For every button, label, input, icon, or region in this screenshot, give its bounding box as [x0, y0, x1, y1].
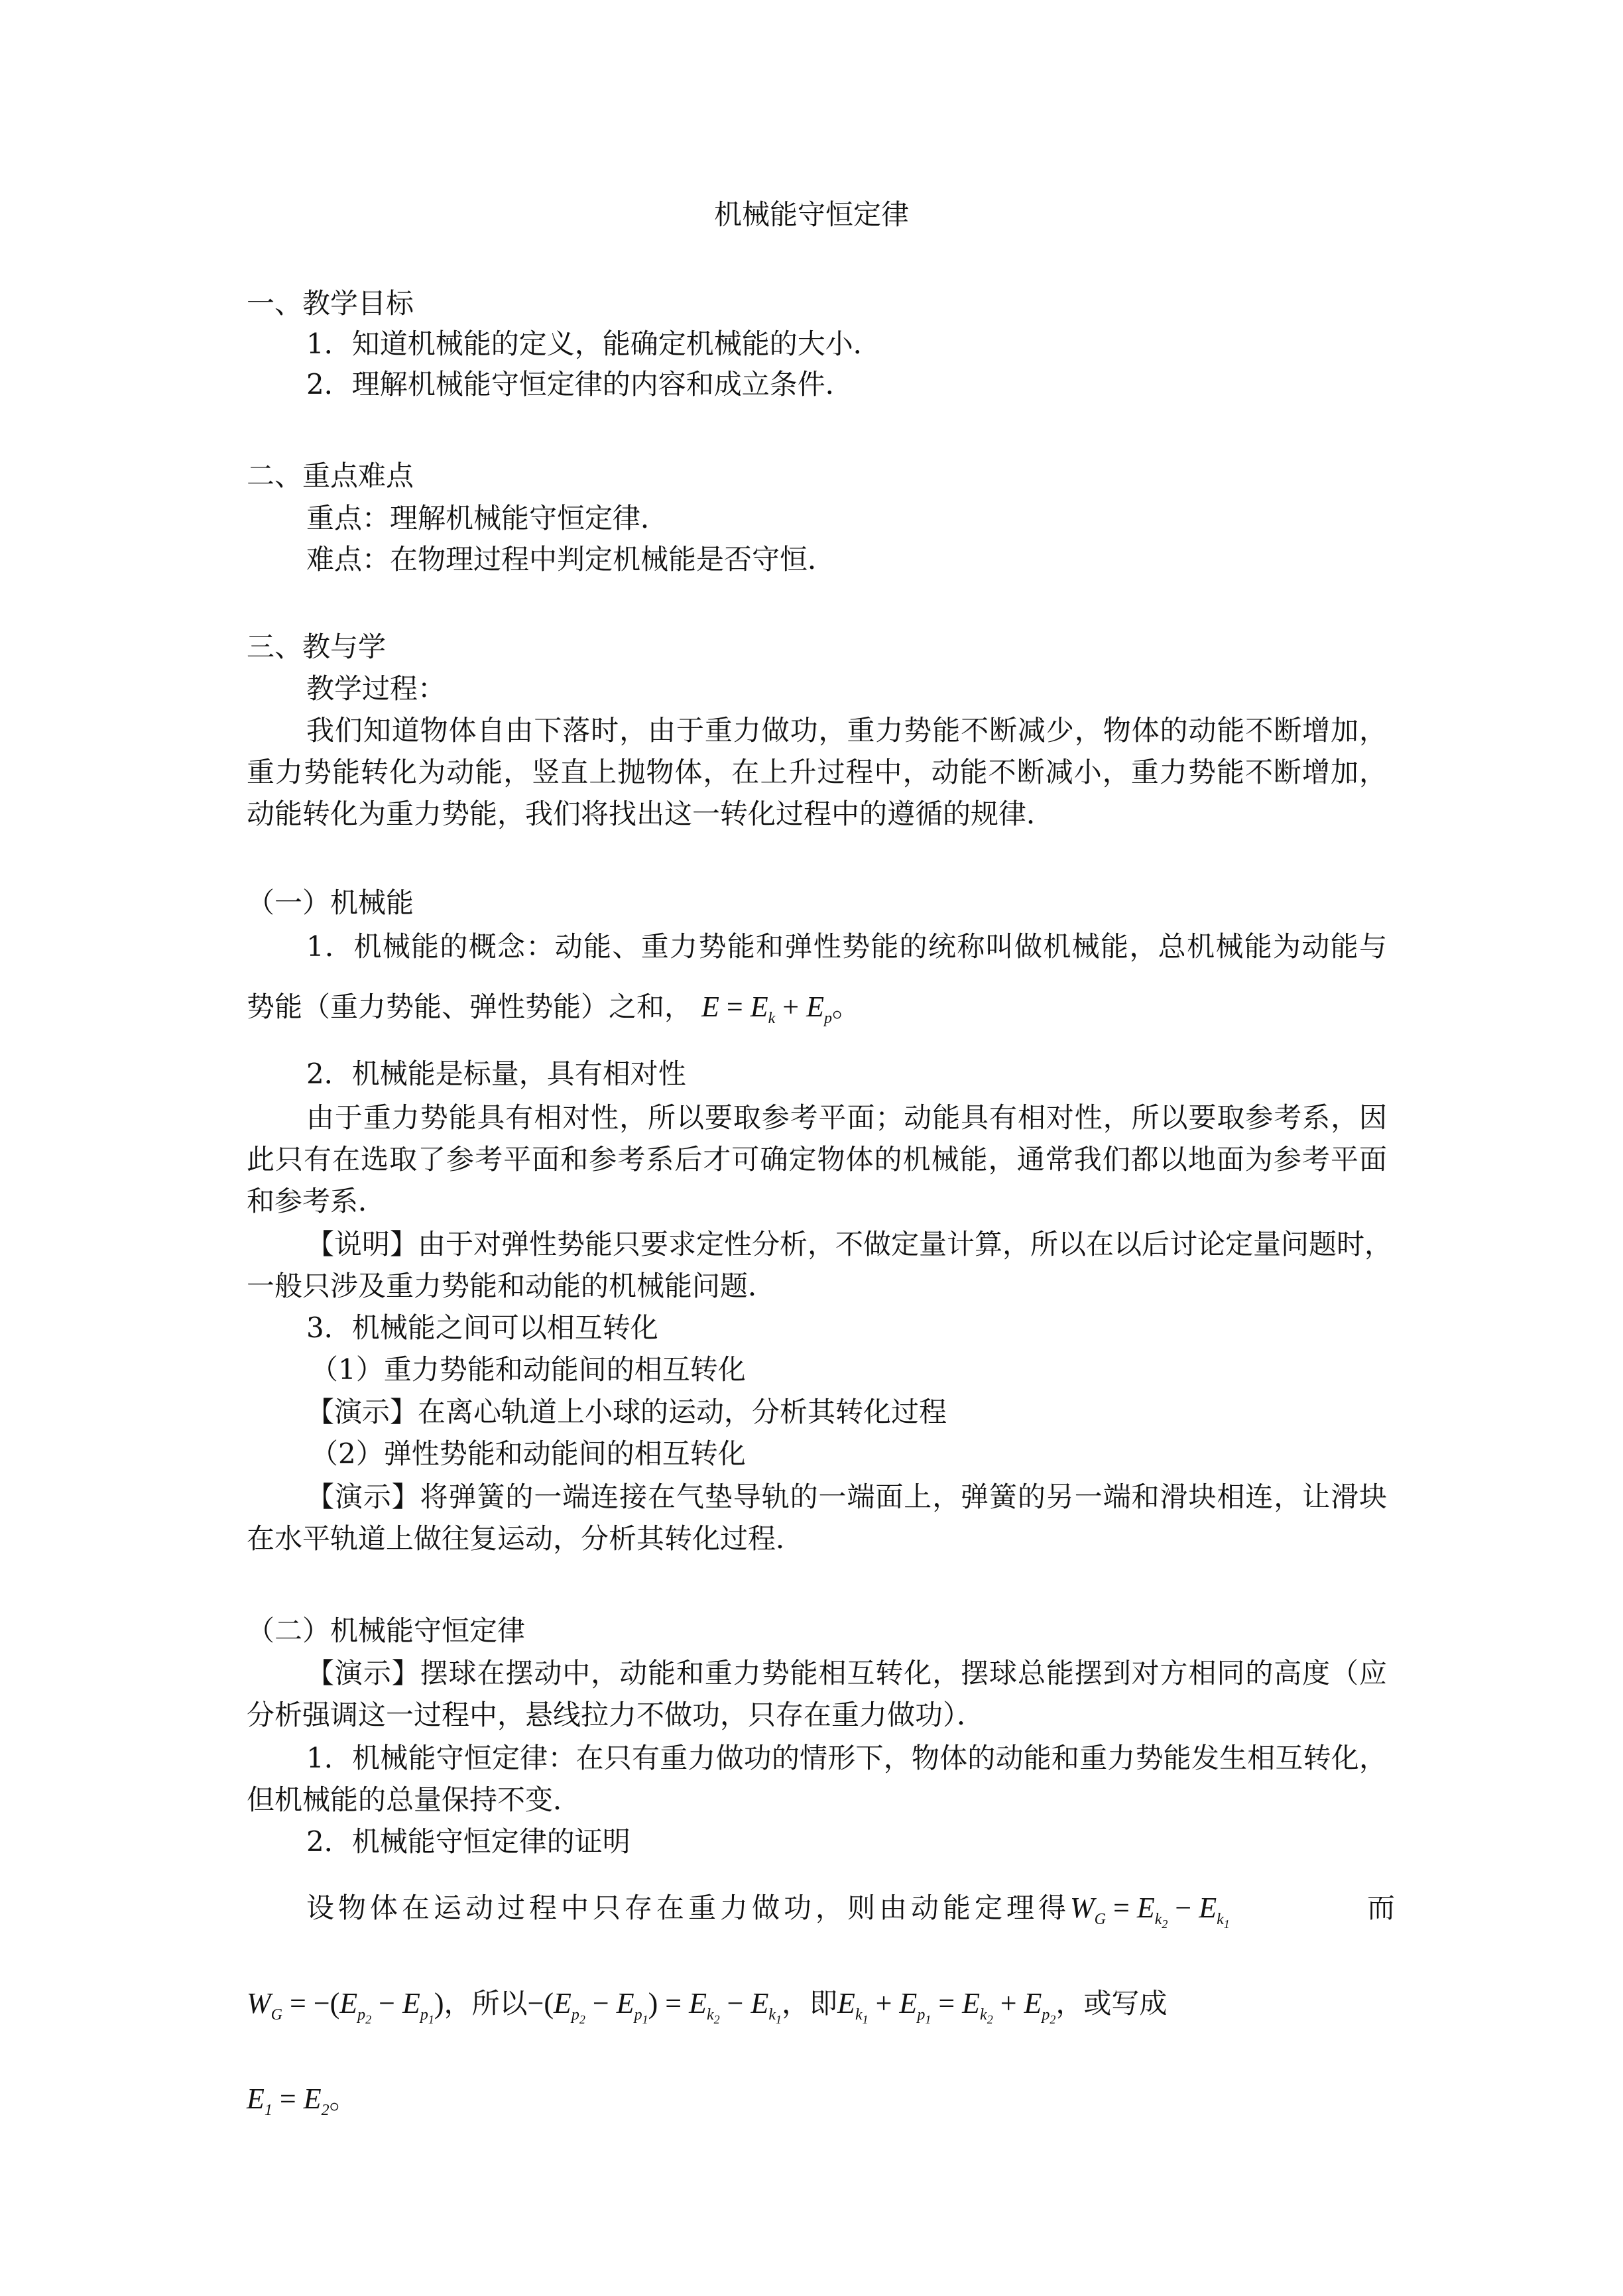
objective-item-2: 2．理解机械能守恒定律的内容和成立条件． [306, 368, 853, 400]
proof-text-1: 设物体在运动过程中只存在重力做功，则由动能定理得 [306, 1892, 1071, 1924]
proof-heading: 2．机械能守恒定律的证明 [306, 1825, 631, 1858]
intro-line-2: 重力势能转化为动能，竖直上抛物体，在上升过程中，动能不断减小，重力势能不断增加， [247, 756, 1387, 788]
demo-pendulum-line-1: 【演示】摆球在摆动中，动能和重力势能相互转化，摆球总能摆到对方相同的高度（应 [306, 1657, 1387, 1689]
concept-line-2 [247, 986, 860, 1028]
relativity-line-3: 和参考系． [247, 1185, 387, 1217]
proof-text-or-write: ，或写成 [1055, 1987, 1168, 2020]
note-line-1: 【说明】由于对弹性势能只要求定性分析，不做定量计算，所以在以后讨论定量问题时， [306, 1228, 1393, 1260]
demo-centrifugal-track: 【演示】在离心轨道上小球的运动，分析其转化过程 [306, 1396, 947, 1428]
proof-line-2 [247, 1982, 1167, 2025]
formula-work-equals-neg-delta-ep: $W_G = -(E_{p_2} - E_{p_1})$ [247, 1987, 444, 2026]
convert-heading: 3．机械能之间可以相互转化 [306, 1311, 658, 1344]
demo-pendulum-line-2: 分析强调这一过程中，悬线拉力不做功，只存在重力做功）． [247, 1699, 985, 1731]
subheading-gravity-kinetic: （1）重力势能和动能间的相互转化 [310, 1353, 746, 1386]
part-heading-conservation-law: （二）机械能守恒定律 [247, 1614, 526, 1647]
law-statement-line-2: 但机械能的总量保持不变． [247, 1783, 581, 1816]
section-heading-key-points: 二、重点难点 [247, 459, 414, 492]
intro-line-3: 动能转化为重力势能，我们将找出这一转化过程中的遵循的规律． [247, 798, 1055, 830]
section-heading-objectives: 一、教学目标 [247, 287, 414, 320]
section-heading-teaching: 三、教与学 [247, 631, 387, 663]
teaching-process-label: 教学过程： [306, 672, 446, 705]
part-heading-mechanical-energy: （一）机械能 [247, 886, 414, 919]
page-title: 机械能守恒定律 [713, 198, 909, 231]
proof-end: 。 [329, 2083, 357, 2115]
demo-spring-line-2: 在水平轨道上做往复运动，分析其转化过程． [247, 1522, 804, 1555]
formula-neg-delta-ep-equals-delta-ek: $-(E_{p_2} - E_{p_1}) = E_{k_2} - E_{k_1}$ [527, 1987, 782, 2026]
formula-work-equals-delta-ek: $W_G = E_{k_2} - E_{k_1}$ [1070, 1892, 1230, 1931]
difficult-point: 难点：在物理过程中判定机械能是否守恒． [306, 543, 836, 575]
concept-text: 势能（重力势能、弹性势能）之和， [247, 991, 693, 1023]
formula-energy-sum-equal: $E_{k_1} + E_{p_1} = E_{k_2} + E_{p_2}$ [837, 1987, 1056, 2026]
demo-spring-line-1: 【演示】将弹簧的一端连接在气垫导轨的一端面上，弹簧的另一端和滑块相连，让滑块 [306, 1480, 1387, 1513]
proof-line-1 [306, 1887, 1230, 1929]
subheading-elastic-kinetic: （2）弹性势能和动能间的相互转化 [310, 1437, 746, 1470]
concept-end: 。 [832, 991, 861, 1023]
scalar-heading: 2．机械能是标量，具有相对性 [306, 1057, 686, 1090]
proof-word-and: 而 [1367, 1892, 1396, 1924]
proof-text-so: ，所以 [444, 1987, 528, 2020]
law-statement-line-1: 1．机械能守恒定律：在只有重力做功的情形下，物体的动能和重力势能发生相互转化， [306, 1742, 1387, 1774]
relativity-line-2: 此只有在选取了参考平面和参考系后才可确定物体的机械能，通常我们都以地面为参考平面 [247, 1143, 1387, 1176]
relativity-line-1: 由于重力势能具有相对性，所以要取参考平面；动能具有相对性，所以要取参考系，因 [306, 1101, 1387, 1134]
note-line-2: 一般只涉及重力势能和动能的机械能问题． [247, 1270, 776, 1302]
objective-item-1: 1．知道机械能的定义，能确定机械能的大小． [306, 328, 881, 360]
proof-line-3 [247, 2078, 357, 2120]
formula-e1-equals-e2: $E_1 = E_2$ [247, 2083, 330, 2119]
proof-text-ie: ，即 [782, 1987, 838, 2020]
formula-total-energy: $E = E_k + E_p$ [701, 991, 832, 1027]
key-point: 重点：理解机械能守恒定律． [306, 502, 669, 534]
intro-line-1: 我们知道物体自由下落时，由于重力做功，重力势能不断减少，物体的动能不断增加， [306, 714, 1387, 747]
concept-line-1: 1．机械能的概念：动能、重力势能和弹性势能的统称叫做机械能，总机械能为动能与 [306, 930, 1387, 963]
